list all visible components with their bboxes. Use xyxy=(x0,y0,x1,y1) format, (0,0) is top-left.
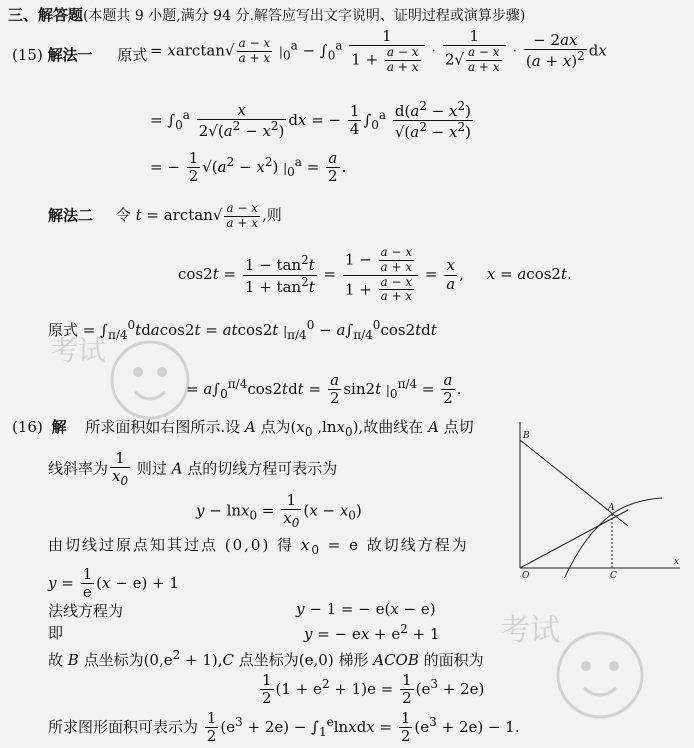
label-a: A xyxy=(608,503,615,513)
section-note: (本题共 9 小题,满分 94 分.解答应写出文字说明、证明过程或演算步骤) xyxy=(83,8,526,24)
q16-p5-eq: y = − ex + $e^2 + 1$ xyxy=(304,622,440,643)
q15-line1: = xarctan√ $\frac{a - x}{a + x}$ $|_0^a - \int_0^a$ 1 1 + $\frac{a - x}{a + x}$ · 1 2√ $\frac{a - x}{a + x}$ · $\frac{- 2ax}{(a + x)^2}$ dx xyxy=(150,27,607,75)
q16-line6: 故 B 点坐标为$(0,e^2 + 1),C$ 点坐标为(e,0) 梯形 ACOB 的面积为 xyxy=(48,648,484,669)
q16-figure xyxy=(512,418,684,578)
svg-text:考试: 考试 xyxy=(50,334,107,367)
q16-line1: (16) 解 所求面积如右图所示.设 A 点为($x_0$ ,lnx$_0$),故曲线在 A 点切 xyxy=(12,418,474,439)
q15-line6: = $a\int_0^{\pi/4}\cos 2tdt$ = $\frac{a}{2}$ sin2t $|_0^{\pi/4}$ = $\frac{a}{2}$ . xyxy=(186,371,462,408)
q16-line2: 线斜率为 $\frac{1}{x_0}$ 则过 A 点的切线方程可表示为 xyxy=(48,449,338,489)
label-c: C xyxy=(610,571,617,578)
q16-label: 解 xyxy=(51,418,67,436)
q16-number: (16) xyxy=(12,418,43,436)
q15-method2: 解法二 令 t = arctan√ $\frac{a - x}{a + x}$ ,则 xyxy=(48,201,282,230)
section-header xyxy=(8,4,525,25)
q16-eq1: y − lnx$_0$ = $\frac{1}{x_0}$ $(x - x_0)$ xyxy=(196,491,362,531)
svg-text:考试: 考试 xyxy=(500,613,560,648)
q15-line3: = − $\frac{1}{2}$ $√(a^2 - x^2) |_0^a$ = $\frac{a}{2}$ . xyxy=(150,149,347,186)
label-o: O xyxy=(522,571,530,578)
normal-line xyxy=(520,440,628,526)
q15-heading xyxy=(12,44,147,65)
q15-line5: 原式 = $\int_{\pi/4}^0tdacos2t = atcos2t$ $|_{\pi/4}^0 - a\int_{\pi/4}^0\cos 2tdt$ xyxy=(48,318,437,342)
q16-p4-eq: y − 1 = − e(x − e) xyxy=(296,600,436,618)
q16-line3: 由切线过原点知其过点 (0,0) 得 $x_0 = e$ 故切线方程为 xyxy=(48,536,469,557)
section-title: 三、解答题 xyxy=(8,6,84,24)
line5-label: 原式 xyxy=(48,321,79,339)
label-b: B xyxy=(523,431,530,441)
q16-p5-label: 即 xyxy=(48,624,64,642)
q15-number: (15) xyxy=(12,46,43,64)
original-label: 原式 xyxy=(117,46,148,64)
method1-label: 解法一 xyxy=(47,46,93,64)
q16-eq2: y = $\frac{1}{e}$ (x − e) + 1 xyxy=(48,565,179,602)
q16-line7: 所求图形面积可表示为 $\frac{1}{2}$ $(e^3 + 2e)$ − $\int_1^elnxdx$ = $\frac{1}{2}$ $(e^3 + 2e) - 1$. xyxy=(48,709,520,746)
q15-line4: cos2t = $\frac{1 - \tan^2t}{1 + \tan^2t}$ = 1 − $\frac{a - x}{a + x}$ 1 + $\frac{a - x}{a + x}$ = $\frac{x}{a}$ , x = acos2t. xyxy=(178,245,572,304)
q16-p4-label: 法线方程为 xyxy=(48,602,124,620)
q16-eq3: $\frac{1}{2}$ $(1 + e^2 + 1)e$ = $\frac{1}{2}$ $(e^3 + 2e)$ xyxy=(262,671,485,708)
method2-label: 解法二 xyxy=(48,206,94,225)
label-x: x xyxy=(674,557,680,567)
q15-line2: = $\int_0^a$ $\frac{x}{2√(a^2 - x^2)}$ dx = − $\frac{1}{4}$ $\int_0^a$ $\frac{d(a^2 - x^2)}{√(a^2 - x^2)}$ xyxy=(150,99,471,142)
